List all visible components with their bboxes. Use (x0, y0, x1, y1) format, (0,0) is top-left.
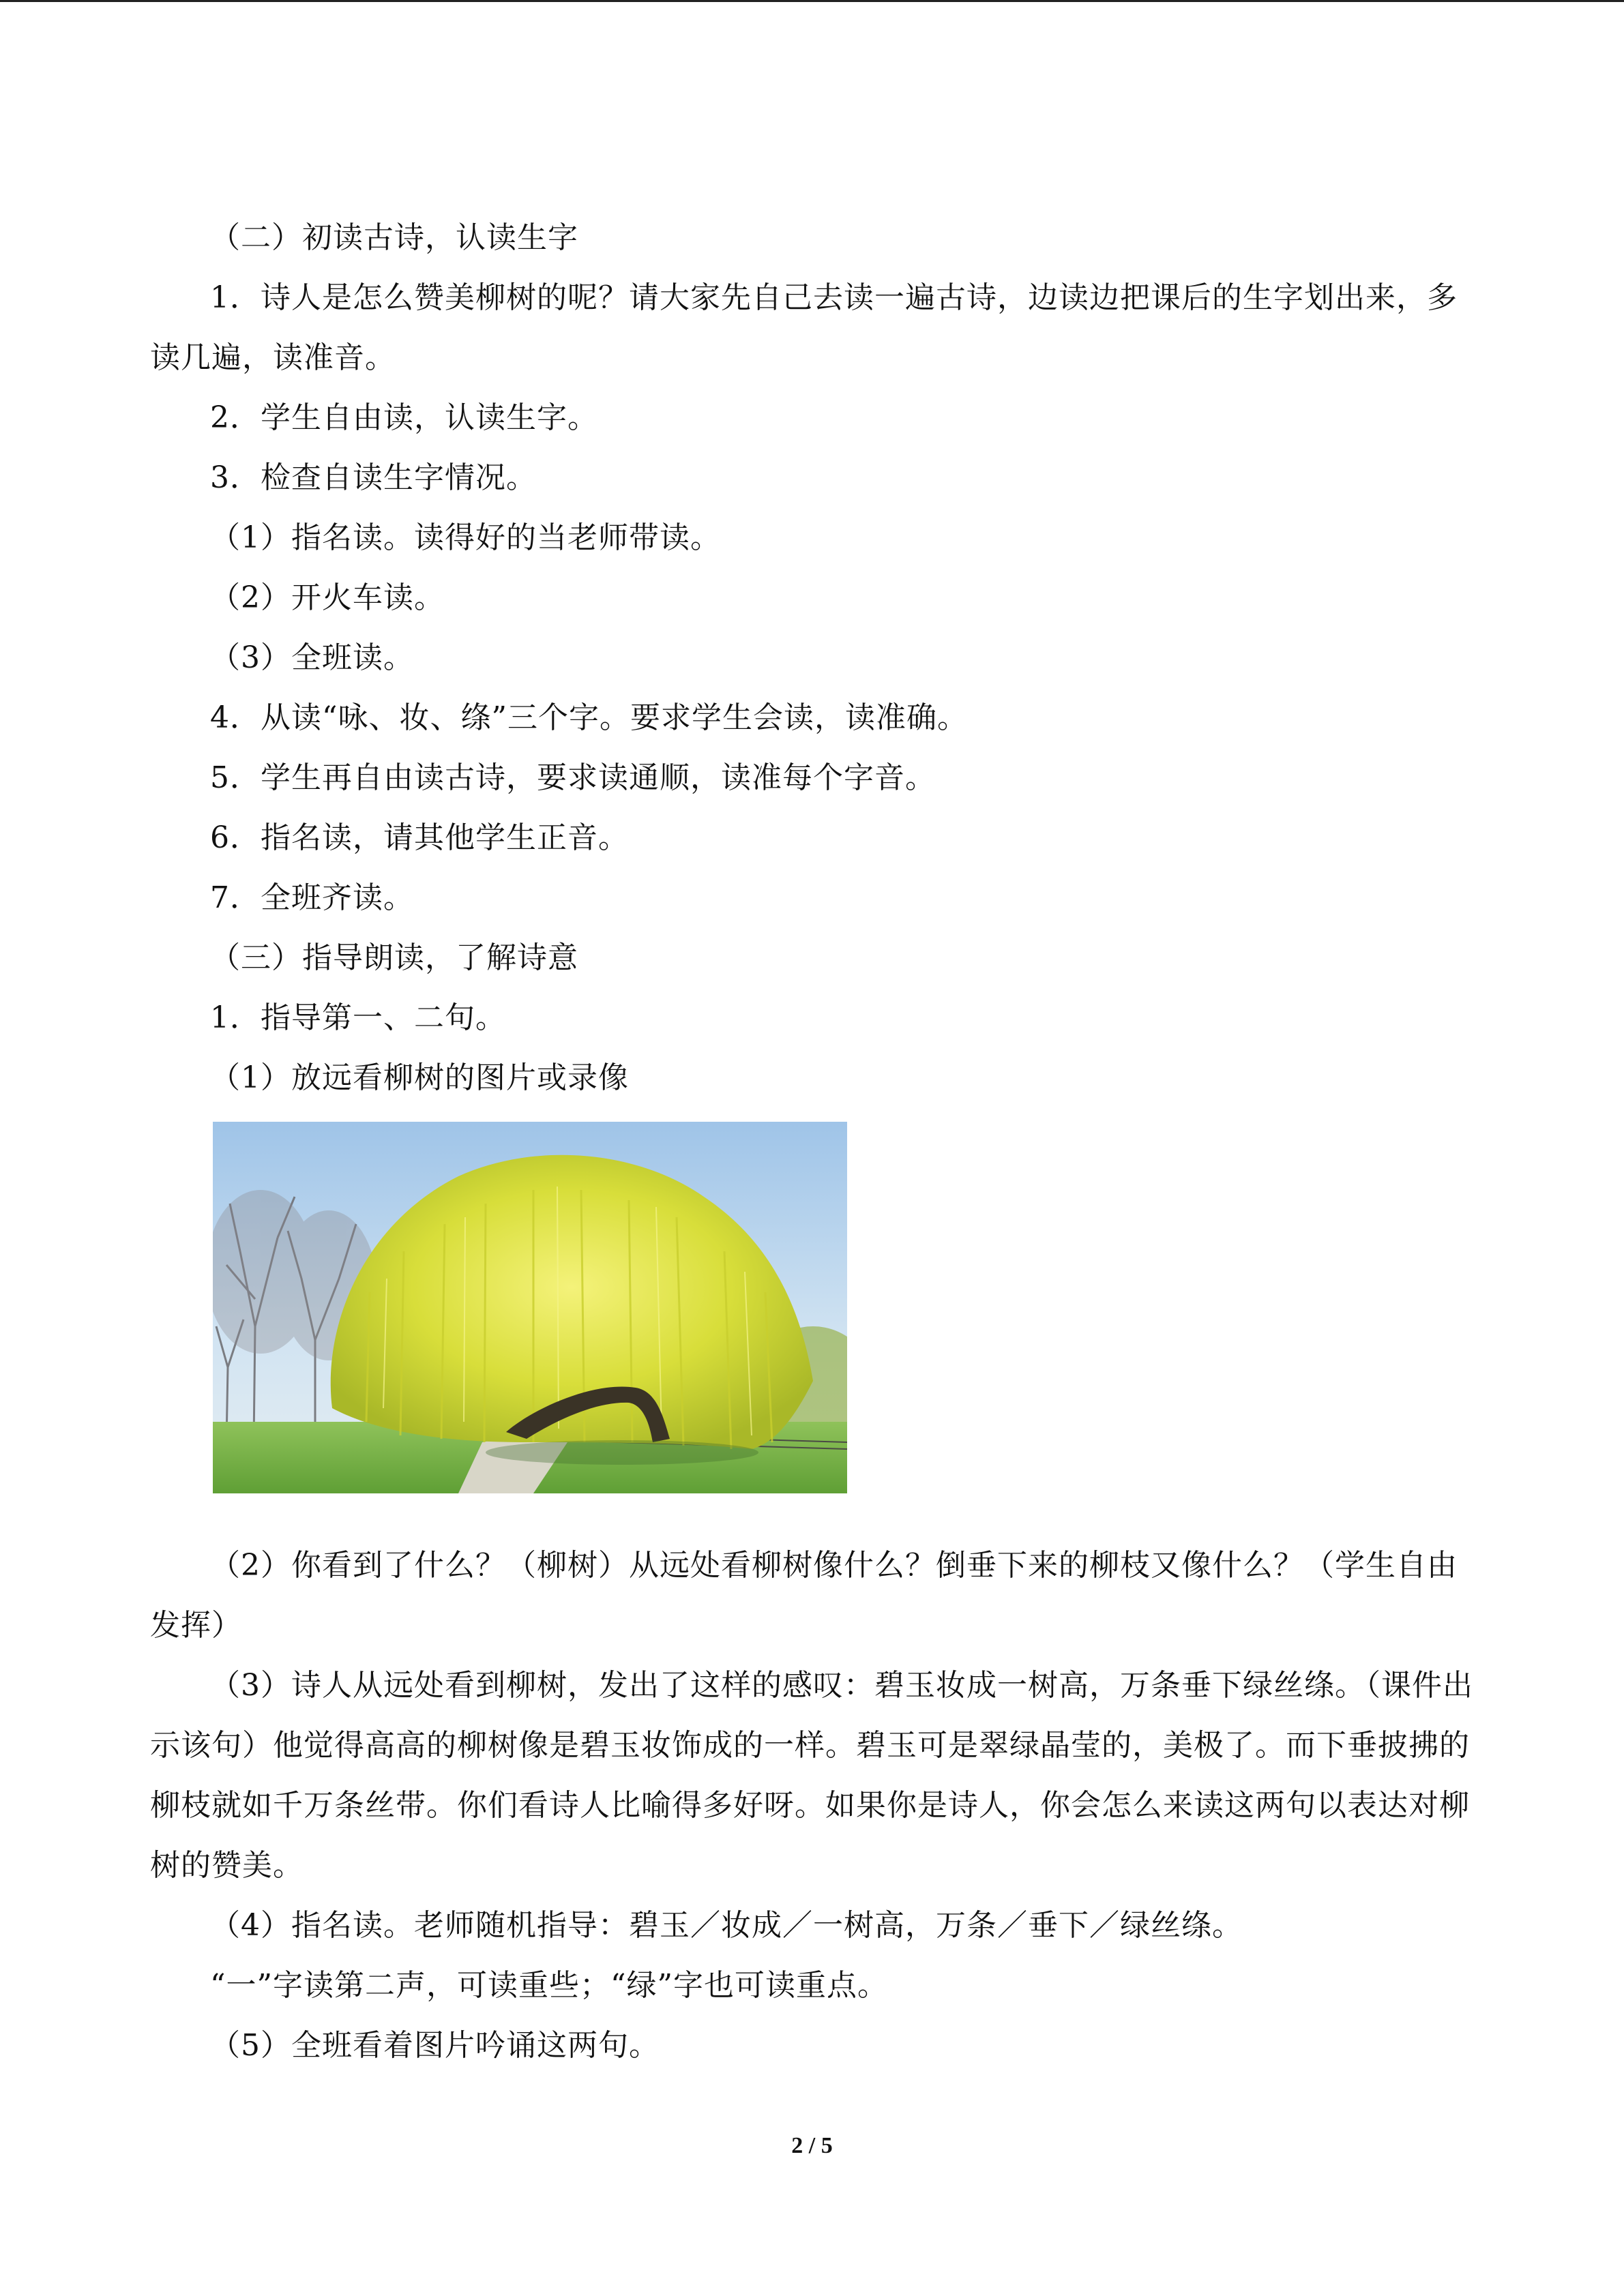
paragraph-8: 1．指导第一、二句。 (210, 1000, 506, 1035)
paragraph-6: 6．指名读，请其他学生正音。 (210, 820, 629, 855)
paragraph-13: （5）全班看着图片吟诵这两句。 (210, 2028, 660, 2063)
paragraph-11: （4）指名读。老师随机指导：碧玉／妆成／一树高，万条／垂下／绿丝绦。 (210, 1908, 1243, 1943)
paragraph-7: 7．全班齐读。 (210, 880, 414, 915)
paragraph-3: 3．检查自读生字情况。 (210, 460, 537, 495)
paragraph-10: （3）诗人从远处看到柳树，发出了这样的感叹：碧玉妆成一树高，万条垂下绿丝绦。（课件出示该句）他觉得高高的柳树像是碧玉妆饰成的一样。碧玉可是翠绿晶莹的，美极了。而下垂披拂的柳枝就如千万条丝带。你们看诗人比喻得多好呀。如果你是诗人，你会怎么来读这两句以表达对柳树的赞美。 (150, 1668, 1473, 1883)
sub-item-4: （1）放远看柳树的图片或录像 (210, 1060, 629, 1095)
willow-tree-photo (213, 1122, 847, 1493)
paragraph-2: 2．学生自由读，认读生字。 (210, 400, 598, 435)
willow-tree-image (213, 1122, 847, 1493)
paragraph-9: （2）你看到了什么？（柳树）从远处看柳树像什么？倒垂下来的柳枝又像什么？（学生自由发挥） (150, 1548, 1458, 1643)
paragraph-1: 1．诗人是怎么赞美柳树的呢？请大家先自己去读一遍古诗，边读边把课后的生字划出来，多读几遍，读准音。 (150, 280, 1458, 375)
page-number: 2 / 5 (791, 2133, 833, 2158)
sub-item-2: （2）开火车读。 (210, 580, 445, 615)
page-top-border (0, 0, 1624, 2)
section-heading-3: （三）指导朗读，了解诗意 (210, 940, 578, 975)
sub-item-1: （1）指名读。读得好的当老师带读。 (210, 520, 721, 555)
section-heading-2: （二）初读古诗，认读生字 (210, 220, 578, 255)
paragraph-4: 4．从读“咏、妆、绦”三个字。要求学生会读，读准确。 (210, 700, 968, 735)
paragraph-5: 5．学生再自由读古诗，要求读通顺，读准每个字音。 (210, 760, 936, 795)
sub-item-3: （3）全班读。 (210, 640, 414, 675)
document-body (150, 208, 1477, 2076)
paragraph-12: “一”字读第二声，可读重些；“绿”字也可读重点。 (210, 1968, 888, 2003)
